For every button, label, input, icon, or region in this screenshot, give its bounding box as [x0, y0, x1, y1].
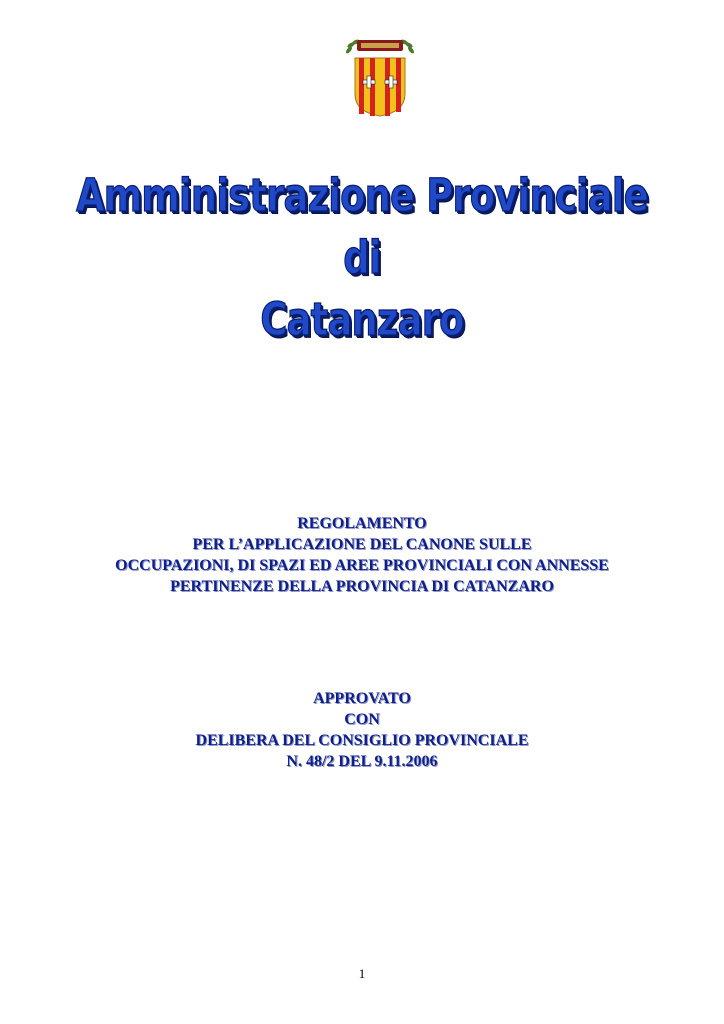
- approval-line-4: N. 48/2 DEL 9.11.2006: [286, 753, 438, 770]
- regulation-line-4: PERTINENZE DELLA PROVINCIA DI CATANZARO: [170, 578, 554, 595]
- approval-line-1: APPROVATO: [313, 690, 411, 707]
- regulation-line-1: REGOLAMENTO: [297, 515, 427, 532]
- heading-line-2: di: [343, 231, 381, 284]
- regulation-line-2: PER L’APPLICAZIONE DEL CANONE SULLE: [192, 536, 532, 553]
- approval-line-3: DELIBERA DEL CONSIGLIO PROVINCIALE: [195, 732, 529, 749]
- heading-line-1: Amministrazione Provinciale: [76, 169, 648, 222]
- regulation-title: [0, 513, 724, 597]
- approval-line-2: CON: [344, 711, 380, 728]
- regulation-line-3: OCCUPAZIONI, DI SPAZI ED AREE PROVINCIALI CON ANNESSE: [115, 557, 609, 574]
- page-number: 1: [358, 966, 366, 981]
- approval-block: [0, 688, 724, 772]
- coat-of-arms-icon: [343, 36, 417, 118]
- heading-line-3: Catanzaro: [260, 293, 464, 346]
